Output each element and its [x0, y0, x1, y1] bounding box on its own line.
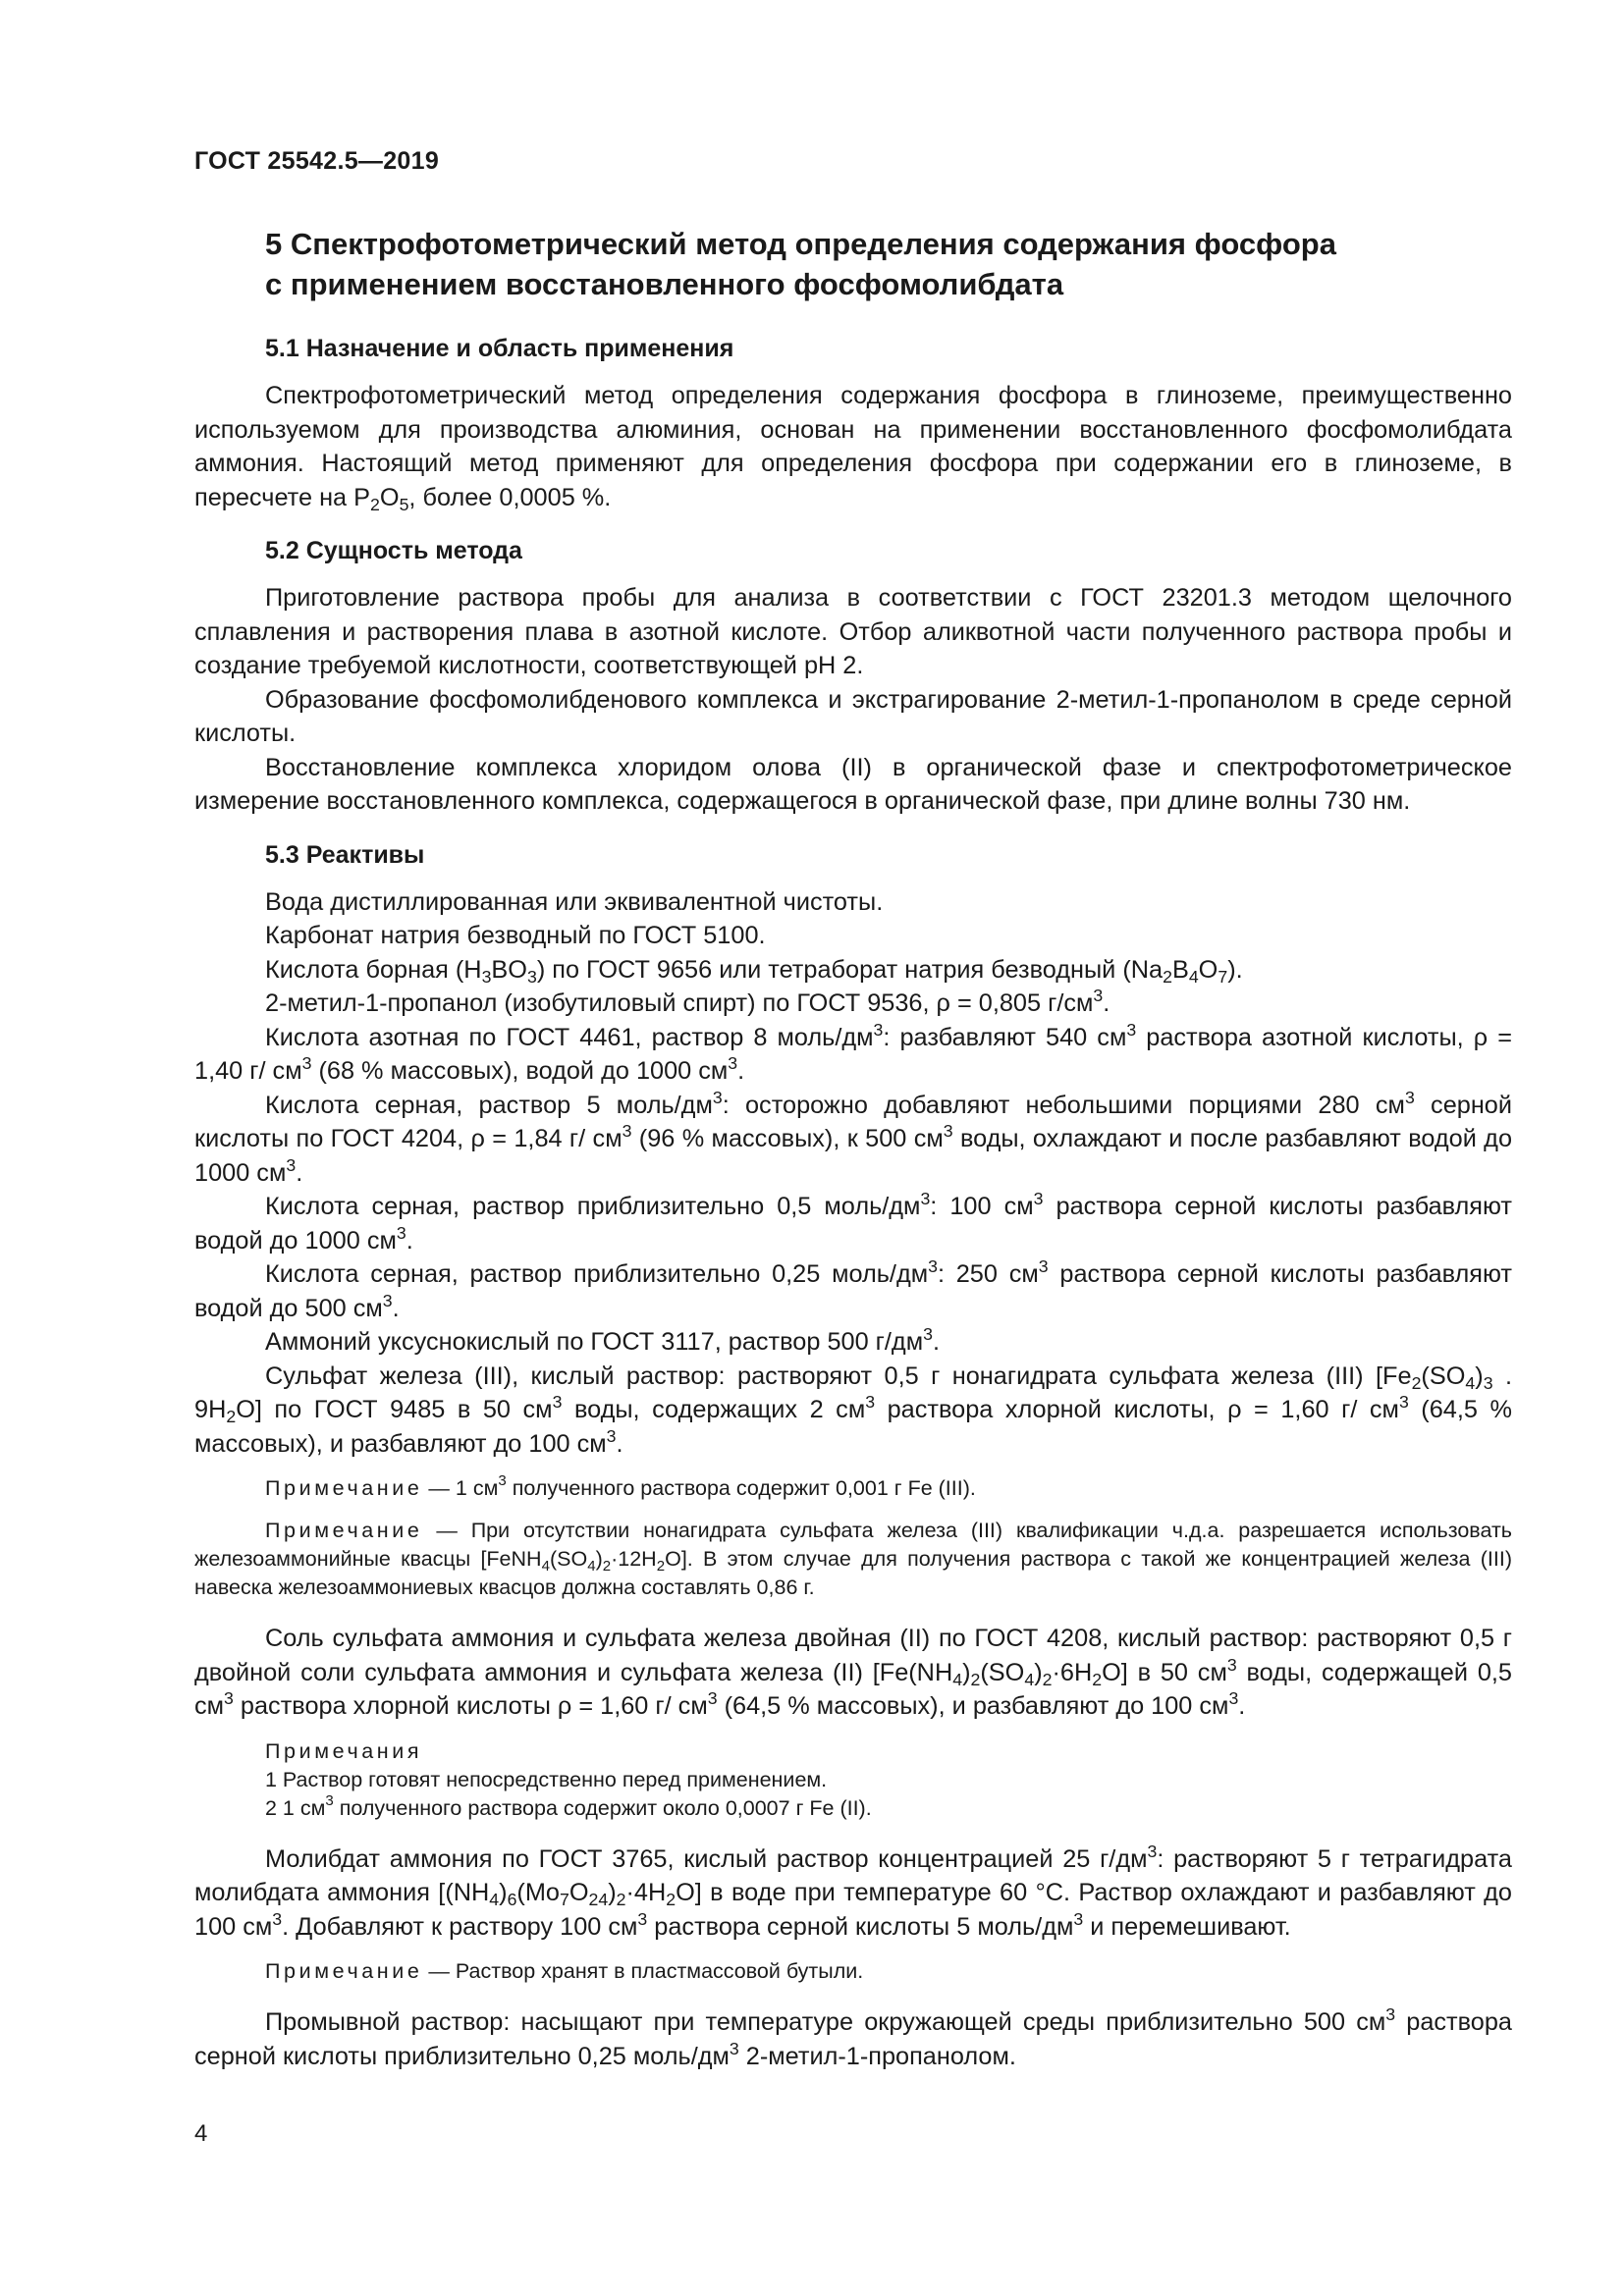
reagent-nitric-acid: Кислота азотная по ГОСТ 4461, раствор 8 моль/$дм^3$: разбавляют 540 $см^3$ раствора азотной кислоты, ρ = 1,40 г/ $см^3$ (68 % массовых), водой до 1000 $см^3$. [194, 1019, 1513, 1085]
paragraph-5-2-1: Приготовление раствора пробы для анализа в соответствии с ГОСТ 23201.3 методом щелочного сплавления и растворения плава в азотной кислоте. Отбор аликвотной части полученного раствора пробы и создание требуемой кислотности, соответствующей pH 2. [194, 584, 1512, 679]
reagent-iron-sulfate: Сульфат железа (III), кислый раствор: растворяют 0,5 г нонагидрата сульфата железа (III) [$Fe_2(SO_4)_3$ . $9H_2O$] по ГОСТ 9485 в 50 $см^3$ воды, содержащих 2 $см^3$ раствора хлорной кислоты, ρ = 1,60 г/ $см^3$ (64,5 % массовых), и разбавляют до 100 $см^3$. [194, 1362, 1512, 1458]
reagent-sulfuric-acid-05: Кислота серная, раствор приблизительно 0,5 моль/$дм^3$: 100 $см^3$ раствора серной кислоты разбавляют водой до 1000 $см^3$. [194, 1189, 1512, 1255]
note-1: Примечание — 1 $см^3$ полученного раствора содержит 0,001 г Fe (III). [265, 1472, 976, 1500]
notes-item-1: 1 Раствор готовят непосредственно перед применением. [265, 1767, 828, 1791]
reagent-mohr-salt: Соль сульфата аммония и сульфата железа двойная (II) по ГОСТ 4208, кислый раствор: растворяют 0,5 г двойной соли сульфата аммония и сульфата железа (II) $[Fe(NH_4)_2(SO_4)_2\cdot 6H_2O]$ в 50 $см^3$ воды, содержащей 0,5 $см^3$ раствора хлорной кислоты ρ = 1,60 г/ $см^3$ (64,5 % массовых), и разбавляют до 100 $см^3$. [194, 1625, 1512, 1720]
subsection-title-5-2: 5.2 Сущность метода [265, 537, 522, 564]
subsection-title-5-1: 5.1 Назначение и область применения [265, 335, 734, 362]
reagent-boric-acid: Кислота борная $(H_3BO_3)$ по ГОСТ 9656 или тетраборат натрия безводный $(Na_2B_4O_7)$. [265, 955, 1243, 987]
paragraph-5-1: Спектрофотометрический метод определения содержания фосфора в глиноземе, преимущественно используемом для производства алюминия, основан на применении восстановленного фосфомолибдата аммония. Настоящий метод применяют для определения фосфора при содержании его в глиноземе, в пересчете на $P_2O_5$, более 0,0005 %. [194, 382, 1512, 514]
reagent-sulfuric-acid-5: Кислота серная, раствор 5 моль/$дм^3$: осторожно добавляют небольшими порциями 280 $см^3$ серной кислоты по ГОСТ 4204, ρ = 1,84 г/ $см^3$ (96 % массовых), к 500 $см^3$ воды, охлаждают и после разбавляют водой до 1000 $см^3$. [194, 1087, 1513, 1187]
note-2: Примечание — При отсутствии нонагидрата сульфата железа (III) квалификации ч.д.а. разрешается использовать железоаммонийные квасцы $[FeNH_4(SO_4)_2\cdot 12H_2O]$. В этом случае для получения раствора с такой же концентрацией железа (III) навеска железоаммониевых квасцов должна составлять 0,86 г. [194, 1519, 1512, 1599]
reagent-sulfuric-acid-025: Кислота серная, раствор приблизительно 0,25 моль/$дм^3$: 250 $см^3$ раствора серной кислоты разбавляют водой до 500 $см^3$. [194, 1256, 1512, 1322]
reagent-ammonium-acetate: Аммоний уксуснокислый по ГОСТ 3117, раствор 500 $г/дм^3$. [265, 1324, 940, 1356]
page-number: 4 [194, 2120, 208, 2147]
paragraph-5-2-3: Восстановление комплекса хлоридом олова (II) в органической фазе и спектрофотометрическое измерение восстановленного комплекса, содержащегося в органической фазе, при длине волны 730 нм. [194, 753, 1512, 815]
reagent-sodium-carbonate: Карбонат натрия безводный по ГОСТ 5100. [265, 922, 766, 949]
section-title [265, 224, 1483, 304]
subsection-title-5-3: 5.3 Реактивы [265, 840, 425, 869]
reagent-wash-solution: Промывной раствор: насыщают при температуре окружающей среды приблизительно 500 $см^3$ раствора серной кислоты приблизительно 0,25 моль/$дм^3$ 2-метил-1-пропанолом. [194, 2004, 1513, 2070]
notes-list [194, 1737, 1512, 1823]
reagent-isobutanol: 2-метил-1-пропанол (изобутиловый спирт) по ГОСТ 9536, ρ = 0,805 $г/см^3$. [265, 986, 1110, 1017]
reagent-ammonium-molybdate: Молибдат аммония по ГОСТ 3765, кислый раствор концентрацией 25 $г/дм^3$: растворяют 5 г тетрагидрата молибдата аммония $[(NH_4)_6(Mo_7O_{24})_2\cdot 4H_2O]$ в воде при температуре 60 °С. Раствор охлаждают и разбавляют до 100 $см^3$. Добавляют к раствору 100 $см^3$ раствора серной кислоты 5 моль/$дм^3$ и перемешивают. [194, 1841, 1512, 1941]
section-title-line-2: с применением восстановленного фосфомолибдата [265, 267, 1064, 301]
section-title-line-1: 5 Спектрофотометрический метод определения содержания фосфора [265, 227, 1336, 261]
document-header: ГОСТ 25542.5—2019 [194, 147, 440, 175]
notes-heading: Примечания [265, 1738, 423, 1763]
notes-item-2: 2 1 $см^3$ полученного раствора содержит около 0,0007 г Fe (II). [265, 1791, 872, 1820]
paragraph-5-2-2: Образование фосфомолибденового комплекса и экстрагирование 2-метил-1-пропанолом в среде серной кислоты. [194, 685, 1512, 747]
note-3: Примечание — Раствор хранят в пластмассовой бутыли. [265, 1959, 864, 1983]
reagent-water: Вода дистиллированная или эквивалентной чистоты. [265, 887, 884, 916]
document-body [194, 332, 1512, 2073]
